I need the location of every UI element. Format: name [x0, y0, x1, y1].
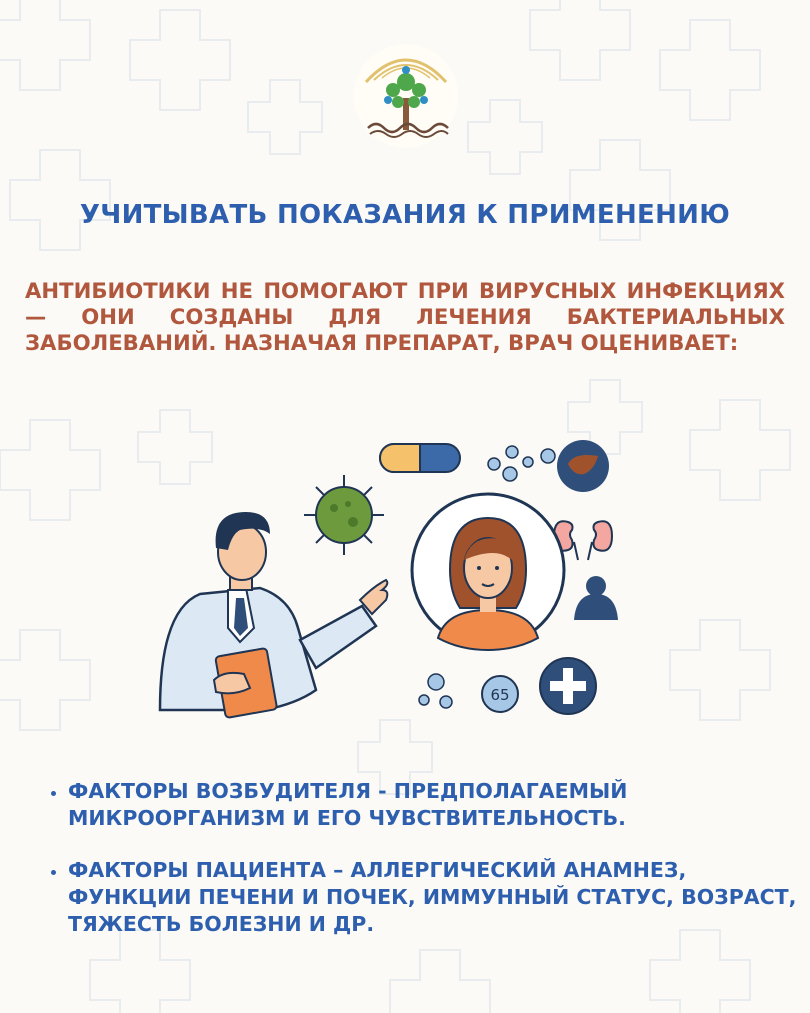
- virus-icon: [304, 475, 384, 555]
- dots-icon: [419, 674, 452, 708]
- intro-paragraph: АНТИБИОТИКИ НЕ ПОМОГАЮТ ПРИ ВИРУСНЫХ ИНФЕКЦИЯХ — ОНИ СОЗДАНЫ ДЛЯ ЛЕЧЕНИЯ БАКТЕРИАЛЬНЫХ ЗАБОЛЕВАНИЙ. НАЗНАЧАЯ ПРЕПАРАТ, ВРАЧ ОЦЕНИВАЕТ:: [25, 278, 785, 355]
- patient-avatar: [412, 494, 564, 650]
- factors-list: [40, 778, 808, 963]
- factor-pathogen: • ФАКТОРЫ ВОЗБУДИТЕЛЯ - ПРЕДПОЛАГАЕМЫЙ МИКРООРГАНИЗМ И ЕГО ЧУВСТВИТЕЛЬНОСТЬ.: [68, 778, 808, 832]
- bubbles-icon: [488, 446, 555, 481]
- age-badge-value: 65: [490, 686, 510, 704]
- doctor-patient-illustration: [150, 430, 650, 740]
- medical-plus-icon: [540, 658, 596, 714]
- immune-person-icon: [574, 576, 618, 620]
- organization-logo: [352, 42, 460, 150]
- doctor-figure: [160, 512, 387, 718]
- factor-patient: • ФАКТОРЫ ПАЦИЕНТА – АЛЛЕРГИЧЕСКИЙ АНАМНЕЗ, ФУНКЦИИ ПЕЧЕНИ И ПОЧЕК, ИММУННЫЙ СТАТУС, ВОЗРАСТ, ТЯЖЕСТЬ БОЛЕЗНИ И ДР.: [68, 857, 808, 938]
- liver-icon: [557, 440, 609, 492]
- page-title: УЧИТЫВАТЬ ПОКАЗАНИЯ К ПРИМЕНЕНИЮ: [79, 200, 731, 230]
- capsule-icon: [380, 444, 460, 472]
